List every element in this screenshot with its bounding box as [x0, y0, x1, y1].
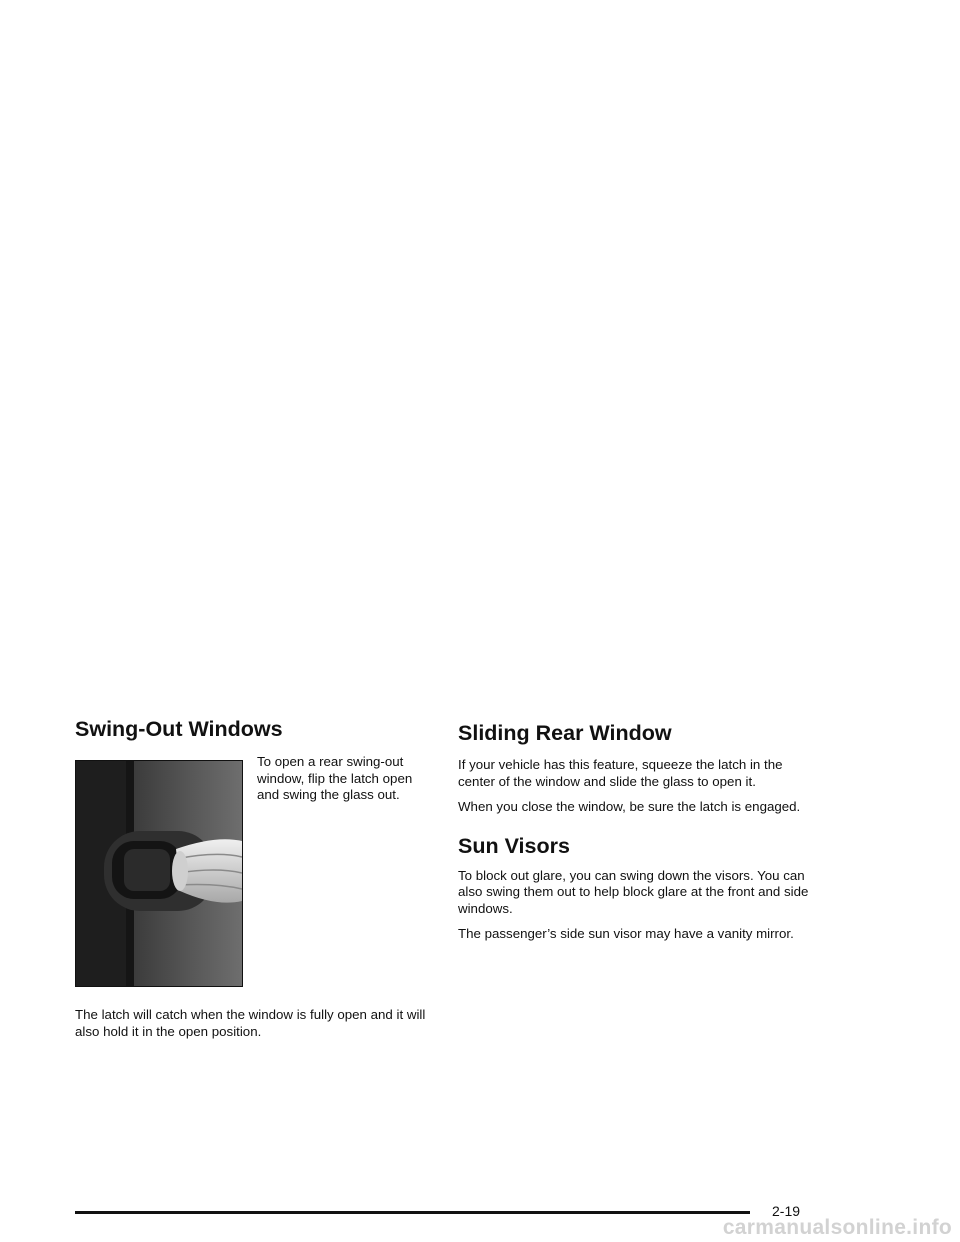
page-number: 2-19 [772, 1203, 801, 1219]
watermark-logo: carmanualsonline.info [722, 1216, 952, 1239]
sliding-paragraph-2: When you close the window, be sure the latch is engaged. [458, 799, 801, 814]
left-column [75, 716, 435, 1040]
photo-block [75, 754, 435, 1005]
sliding-paragraph-1: If your vehicle has this feature, squeeze the latch in the center of the window and slide the glass to open it. [458, 757, 783, 789]
sun-visors-paragraph-1: To block out glare, you can swing down the visors. You can also swing them out to help block glare at the front and side windows. [458, 867, 809, 916]
footer-rule [75, 1211, 750, 1214]
latch-photo [75, 760, 243, 987]
right-column [458, 716, 818, 943]
swing-out-caption: To open a rear swing-out window, flip the latch open and swing the glass out. [257, 754, 413, 802]
latch-info-text: The latch will catch when the window is fully open and it will also hold it in the open position. [75, 1007, 426, 1039]
sliding-rear-window-heading: Sliding Rear Window [458, 721, 672, 745]
sun-visors-heading: Sun Visors [458, 833, 570, 858]
sun-visors-paragraph-2: The passenger’s side sun visor may have a vanity mirror. [458, 926, 794, 941]
swing-out-windows-heading: Swing-Out Windows [75, 717, 283, 741]
latch-illustration [76, 761, 242, 986]
